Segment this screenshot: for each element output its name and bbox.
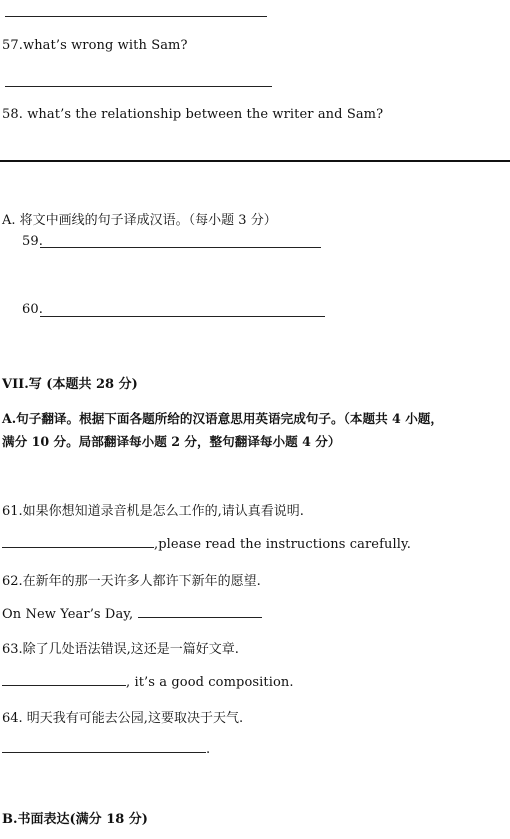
answer-blank-61[interactable] [2, 535, 154, 548]
part-7-title: VII.写 (本题共 28 分) [2, 377, 138, 392]
answer-line-58[interactable] [0, 160, 510, 162]
question-63-english [2, 673, 294, 690]
question-64-english [2, 740, 210, 757]
question-64-end: . [206, 742, 211, 757]
question-63-text: , it’s a good composition. [126, 675, 294, 690]
answer-line-60[interactable] [40, 316, 325, 317]
translate-instruction: A. 将文中画线的句子译成汉语。（每小题 3 分） [2, 213, 277, 228]
question-63-chinese: 63.除了几处语法错误,这还是一篇好文章. [2, 642, 239, 657]
answer-blank-64[interactable] [2, 740, 206, 753]
question-62-chinese: 62.在新年的那一天许多人都许下新年的愿望. [2, 574, 261, 589]
answer-line-56[interactable] [5, 16, 267, 17]
question-59-number: 59. [22, 234, 43, 249]
part-a-instruction-line2: 满分 10 分。局部翻译每小题 2 分，整句翻译每小题 4 分） [2, 434, 341, 449]
question-57: 57.what’s wrong with Sam? [2, 38, 188, 53]
question-64-chinese: 64. 明天我有可能去公园,这要取决于天气. [2, 711, 244, 726]
part-b-title: B.书面表达(满分 18 分) [2, 812, 148, 827]
question-60-number: 60. [22, 302, 43, 317]
question-61-text: ,please read the instructions carefully. [154, 537, 411, 552]
question-58: 58. what’s the relationship between the writer and Sam? [2, 107, 384, 122]
question-61-english [2, 535, 411, 552]
answer-line-57[interactable] [5, 86, 272, 87]
answer-blank-62[interactable] [138, 605, 262, 618]
answer-line-59[interactable] [40, 247, 321, 248]
question-61-chinese: 61.如果你想知道录音机是怎么工作的,请认真看说明. [2, 504, 304, 519]
question-62-text: On New Year’s Day, [2, 607, 138, 622]
answer-blank-63[interactable] [2, 673, 126, 686]
question-62-english [2, 605, 262, 622]
part-a-instruction-line1: A.句子翻译。根据下面各题所给的汉语意思用英语完成句子。（本题共 4 小题， [2, 411, 443, 426]
